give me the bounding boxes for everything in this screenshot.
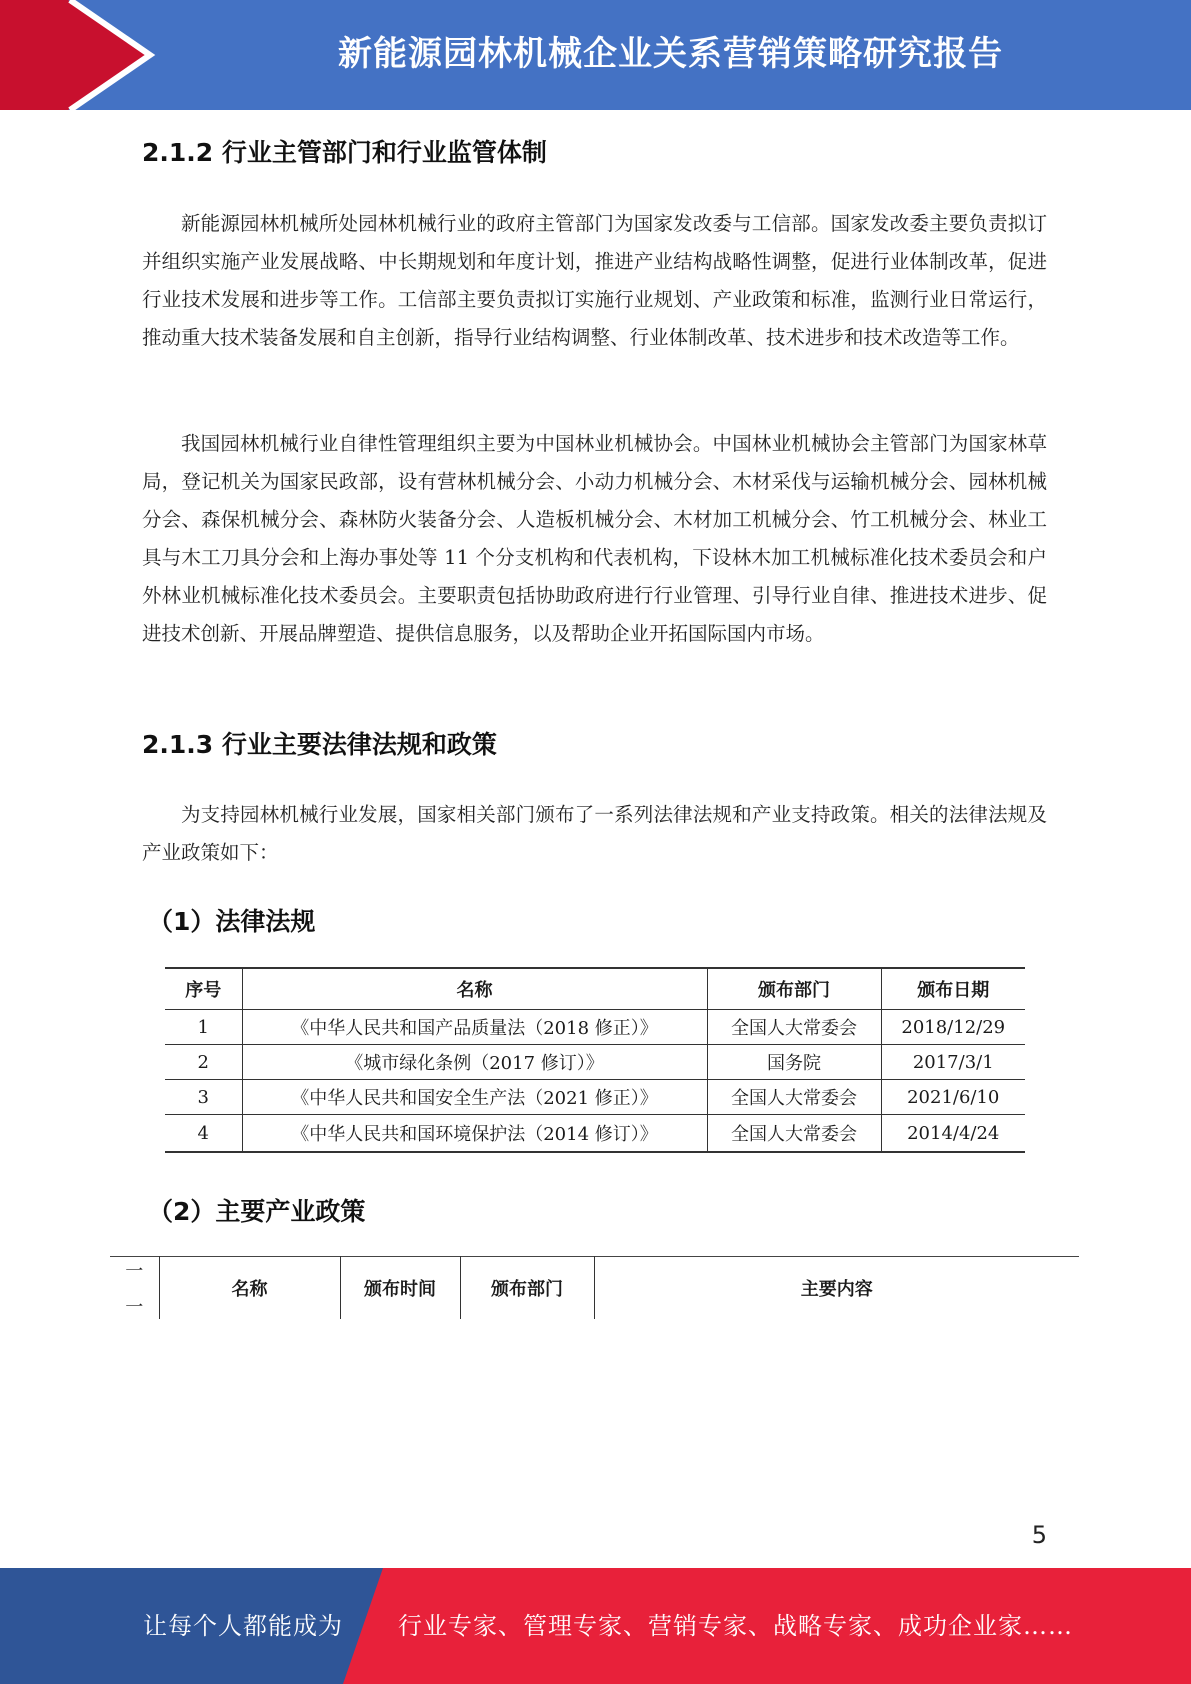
cell-index: 3 [165, 1080, 242, 1115]
table-row [165, 1080, 1025, 1115]
cell-department: 全国人大常委会 [707, 1010, 881, 1045]
cell-name: 《城市绿化条例（2017 修订）》 [242, 1045, 707, 1080]
footer-slogan-roles: 行业专家、管理专家、营销专家、战略专家、成功企业家…… [398, 1612, 1073, 1640]
table-row [165, 1010, 1025, 1045]
laws-table [165, 967, 1025, 1153]
cell-index: 2 [165, 1045, 242, 1080]
cell-name: 《中华人民共和国环境保护法（2014 修订）》 [242, 1115, 707, 1153]
cell-department: 全国人大常委会 [707, 1080, 881, 1115]
policies-heading: （2）主要产业政策 [148, 1197, 366, 1226]
column-header-department: 颁布部门 [707, 968, 881, 1010]
index-mark: 一 [125, 1297, 144, 1318]
policies-table [110, 1256, 1079, 1319]
laws-table-header [165, 968, 1025, 1010]
paragraph-regulators: 新能源园林机械所处园林机械行业的政府主管部门为国家发改委与工信部。国家发改委主要负责拟订并组织实施产业发展战略、中长期规划和年度计划，推进产业结构战略性调整，促进行业体制改革，促进行业技术发展和进步等工作。工信部主要负责拟订实施行业规划、产业政策和标准，监测行业日常运行，推动重大技术装备发展和自主创新，指导行业结构调整、行业体制改革、技术进步和技术改造等工作。 [142, 212, 1047, 349]
table-row [165, 1045, 1025, 1080]
column-header-name: 名称 [159, 1257, 340, 1320]
paragraph-industry-association: 我国园林机械行业自律性管理组织主要为中国林业机械协会。中国林业机械协会主管部门为国家林草局，登记机关为国家民政部，设有营林机械分会、小动力机械分会、木材采伐与运输机械分会、园林机械分会、森保机械分会、森林防火装备分会、人造板机械分会、木材加工机械分会、竹工机械分会、林业工具与木工刀具分会和上海办事处等 11 个分支机构和代表机构，下设林木加工机械标准化技术委员会和户外林业机械标准化技术委员会。主要职责包括协助政府进行行业管理、引导行业自律、推进技术进步、促进技术创新、开展品牌塑造、提供信息服务，以及帮助企业开拓国际国内市场。 [142, 432, 1047, 645]
section-heading-2-1-3: 2.1.3 行业主要法律法规和政策 [142, 730, 497, 759]
footer-slogan-lead: 让每个人都能成为 [143, 1612, 343, 1640]
column-header-index: 序号 [165, 968, 242, 1010]
column-header-date: 颁布日期 [881, 968, 1025, 1010]
cell-date: 2021/6/10 [881, 1080, 1025, 1115]
cell-index: 1 [165, 1010, 242, 1045]
cell-department: 全国人大常委会 [707, 1115, 881, 1153]
column-header-content: 主要内容 [594, 1257, 1079, 1320]
column-header-department: 颁布部门 [460, 1257, 594, 1320]
cell-name: 《中华人民共和国产品质量法（2018 修正）》 [242, 1010, 707, 1045]
column-header-index [110, 1257, 159, 1320]
table-row [165, 1115, 1025, 1153]
column-header-time: 颁布时间 [340, 1257, 460, 1320]
report-title: 新能源园林机械企业关系营销策略研究报告 [338, 34, 1003, 74]
page-number: 5 [1031, 1521, 1047, 1549]
cell-date: 2018/12/29 [881, 1010, 1025, 1045]
cell-date: 2014/4/24 [881, 1115, 1025, 1153]
cell-department: 国务院 [707, 1045, 881, 1080]
section-heading-2-1-2: 2.1.2 行业主管部门和行业监管体制 [142, 138, 547, 167]
index-mark: 一 [125, 1261, 144, 1282]
cell-index: 4 [165, 1115, 242, 1153]
policies-table-header [110, 1257, 1079, 1320]
column-header-name: 名称 [242, 968, 707, 1010]
paragraph-policy-intro: 为支持园林机械行业发展，国家相关部门颁布了一系列法律法规和产业支持政策。相关的法律法规及产业政策如下： [142, 803, 1047, 864]
cell-name: 《中华人民共和国安全生产法（2021 修正）》 [242, 1080, 707, 1115]
cell-date: 2017/3/1 [881, 1045, 1025, 1080]
laws-heading: （1）法律法规 [148, 907, 316, 936]
